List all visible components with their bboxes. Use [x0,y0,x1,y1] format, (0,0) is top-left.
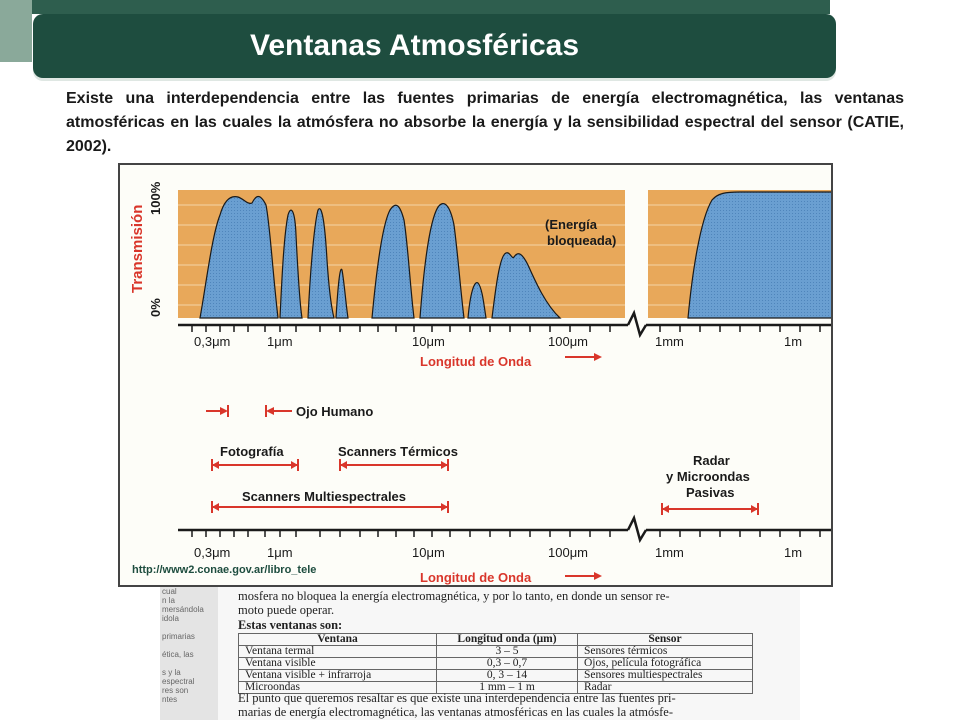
bottom-axis-arrow [565,572,602,580]
thermal-range-marker [340,459,448,471]
top-accent-bar [0,0,830,14]
photo-label: Fotografía [220,444,284,459]
radar-range-marker [662,503,758,515]
table-cell: Ventana termal [239,646,437,658]
atmospheric-windows-figure [118,163,833,587]
side-line: ntes [162,695,178,704]
y-top-tick: 100% [148,181,163,215]
page-title: Ventanas Atmosféricas [249,29,580,62]
table-cell: 1 mm – 1 m [437,682,578,694]
table-header: Ventana [239,634,437,646]
bottom-axis [178,518,833,540]
side-line: res son [162,686,189,695]
table-cell: 0, 3 – 14 [437,670,578,682]
radar-label-2: y Microondas [666,469,750,484]
radar-label-1: Radar [693,453,730,468]
side-line [160,623,218,632]
top-tick-label-5: 1m [784,334,803,349]
left-accent-bar [0,0,32,62]
bottom-tick-label-2: 10μm [412,545,445,560]
side-line: idola [162,614,179,623]
table-header: Longitud onda (μm) [437,634,578,646]
table-cell: Radar [578,682,753,694]
top-tick-label-0: 0,3μm [194,334,231,349]
table-header-row [239,634,753,646]
transmission-diagram [120,165,833,587]
eye-label: Ojo Humano [296,404,374,419]
side-line: s y la [162,668,181,677]
bottom-tick-label-3: 100μm [548,545,589,560]
table-cell: 3 – 5 [437,646,578,658]
top-axis-label: Longitud de Onda [420,354,532,369]
table-cell: Ventana visible [239,658,437,670]
side-line: ética, las [162,650,194,659]
windows-table [238,633,753,694]
table-cell: Sensores multiespectrales [578,670,753,682]
top-tick-label-1: 1μm [267,334,293,349]
blocked-energy-label-2: bloqueada) [547,233,617,248]
top-tick-label-2: 10μm [412,334,445,349]
table-row [239,658,753,670]
scan-bottom-line-2: marias de energía electromagnética, las ventanas atmosféricas en las cuales la atmósfe- [238,705,673,719]
transmission-curve-microwave [688,192,833,318]
side-line: mersándola [162,605,204,614]
blocked-energy-label-1: (Energía [545,217,598,232]
side-line [160,659,218,668]
scan-line-2: moto puede operar. [238,603,335,617]
side-line: cual [162,587,177,596]
side-line: primarias [162,632,195,641]
radar-label-3: Pasivas [686,485,735,500]
table-cell: Ventana visible + infrarroja [239,670,437,682]
top-tick-label-3: 100μm [548,334,589,349]
thermal-label: Scanners Térmicos [338,444,458,459]
photo-range-marker [212,459,298,471]
y-bottom-tick: 0% [148,298,163,317]
scan-side-column [160,587,218,720]
side-line [160,641,218,650]
table-cell: Microondas [239,682,437,694]
bottom-tick-label-1: 1μm [267,545,293,560]
table-row [239,670,753,682]
bottom-tick-label-5: 1m [784,545,803,560]
side-line: espectral [162,677,195,686]
top-axis-arrow [565,353,602,361]
table-cell: 0,3 – 0,7 [437,658,578,670]
table-cell: Sensores térmicos [578,646,753,658]
bottom-tick-label-0: 0,3μm [194,545,231,560]
y-axis-label: Transmisión [129,204,146,293]
side-line: n la [162,596,175,605]
title-banner [33,14,836,78]
scan-line-1: mosfera no bloquea la energía electromagnética, y por lo tanto, en donde un sensor re- [238,589,670,603]
table-cell: Ojos, película fotográfica [578,658,753,670]
eye-range-marker [206,405,292,417]
intro-paragraph: Existe una interdependencia entre las fuentes primarias de energía electromagnética, las ventanas atmosféricas en las cuales la atmósfera no absorbe la energía y la sensibilidad espectral del sensor (CATIE, 2002). [66,90,904,155]
scanned-text-excerpt [160,587,800,720]
scan-bottom-line-1: El punto que queremos resaltar es que existe una interdependencia entre las fuentes pri- [238,691,676,705]
multispectral-label: Scanners Multiespectrales [242,489,407,504]
source-url: http://www2.conae.gov.ar/libro_tele [132,564,317,576]
bottom-tick-label-4: 1mm [655,545,684,560]
table-header: Sensor [578,634,753,646]
bottom-axis-label: Longitud de Onda [420,570,532,585]
scan-subtitle: Estas ventanas son: [238,618,343,632]
top-tick-label-4: 1mm [655,334,684,349]
table-row [239,646,753,658]
